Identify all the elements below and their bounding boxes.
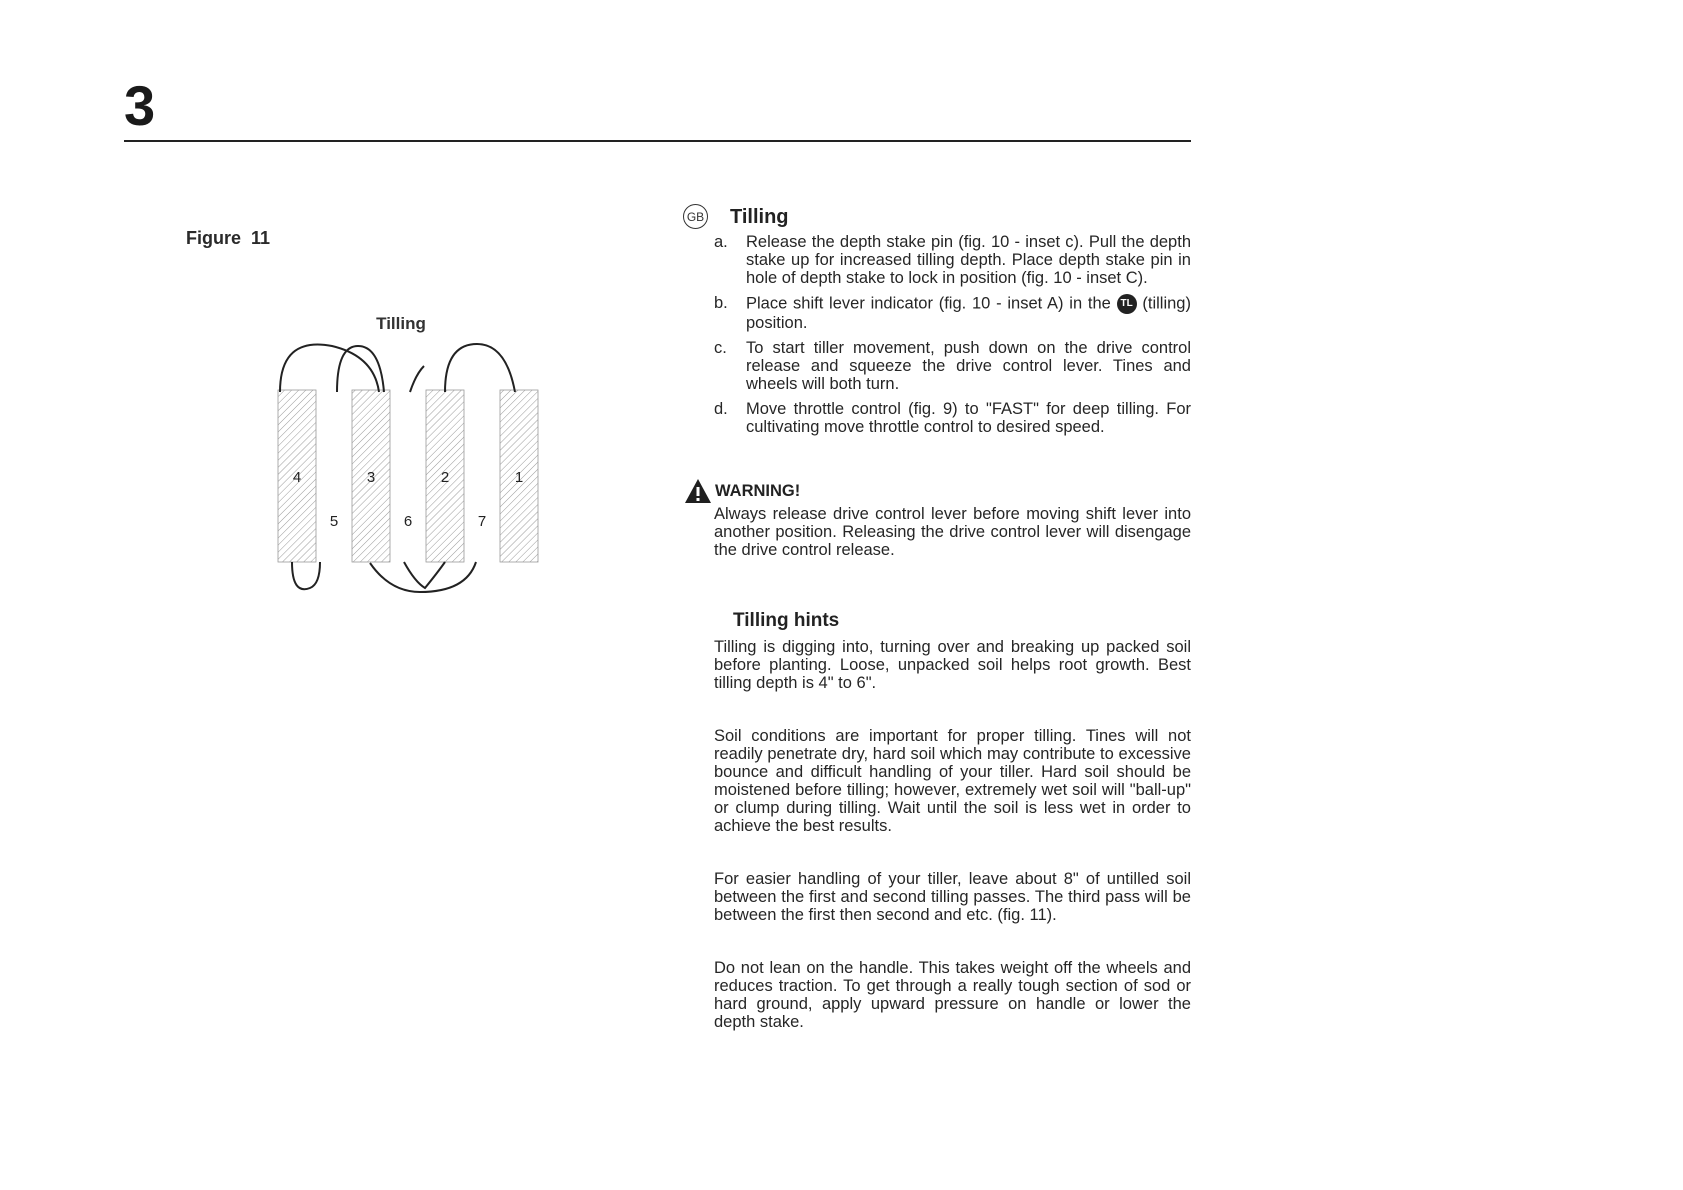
warning-box <box>683 477 1191 559</box>
warning-header <box>683 477 1191 505</box>
hints-paragraph: For easier handling of your tiller, leave about 8" of untilled soil between the first and second tilling passes. The third pass will be between the first then second and etc. (fig. 11). <box>714 870 1191 924</box>
hints-title: Tilling hints <box>733 610 840 631</box>
step-text-part: Place shift lever indicator (fig. 10 - inset A) in the <box>746 294 1111 313</box>
step-text: To start tiller movement, push down on the drive control release and squeeze the drive control lever. Tines and wheels will both turn. <box>746 339 1191 393</box>
step-c <box>714 339 1191 393</box>
hints-paragraph: Soil conditions are important for proper tilling. Tines will not readily penetrate dry, hard soil which may contribute to excessive bounce and difficult handling of your tiller. Hard soil should be moistened before tilling; however, extremely wet soil will "ball-up" or clump during tilling. Wait until the soil is less wet in order to achieve the best results. <box>714 727 1191 835</box>
turn-arc-top-3-to-6 <box>280 344 379 392</box>
warning-title: WARNING! <box>715 481 801 500</box>
tilling-position-icon: TL <box>1117 294 1137 314</box>
tilling-pattern-diagram <box>240 300 570 600</box>
tilling-steps <box>714 233 1191 436</box>
strip-number-4: 4 <box>292 469 302 486</box>
step-letter: a. <box>714 233 728 251</box>
step-a <box>714 233 1191 287</box>
strip-number-3: 3 <box>366 469 376 486</box>
step-letter: d. <box>714 400 728 418</box>
step-text <box>746 294 1191 332</box>
figure-label <box>186 228 270 249</box>
tilling-pattern-svg <box>240 300 570 600</box>
tilling-section <box>683 204 1191 443</box>
step-text: Release the depth stake pin (fig. 10 - inset c). Pull the depth stake up for increased tilling depth. Place depth stake pin in hole of depth stake to lock in position (fig. 10 - inset C). <box>746 233 1191 287</box>
hints-paragraph: Tilling is digging into, turning over and breaking up packed soil before planting. Loose, unpacked soil helps root growth. Best tilling depth is 4" to 6". <box>714 638 1191 692</box>
turn-arc-top-2-to-1 <box>410 366 424 392</box>
tilling-header <box>683 204 1191 229</box>
strip-number-1: 1 <box>514 469 524 486</box>
figure-number: 11 <box>251 228 271 248</box>
section-title: Tilling <box>730 205 789 228</box>
warning-text: Always release drive control lever before moving shift lever into another position. Releasing the drive control lever will disengage the drive control release. <box>714 505 1191 559</box>
language-badge-gb: GB <box>683 204 708 229</box>
chapter-number: 3 <box>124 74 156 137</box>
step-d <box>714 400 1191 436</box>
turn-arc-bottom-4-to-5 <box>292 562 320 589</box>
gap-number-7: 7 <box>477 513 487 530</box>
hints-paragraph: Do not lean on the handle. This takes weight off the wheels and reduces traction. To get through a really tough section of sod or hard ground, apply upward pressure on handle or lower the depth stake. <box>714 959 1191 1031</box>
turn-arc-top-2-to-7 <box>445 344 515 392</box>
step-text: Move throttle control (fig. 9) to "FAST" for deep tilling. For cultivating move throttle control to desired speed. <box>746 400 1191 436</box>
step-text-part: (tilling) position. <box>746 294 1191 332</box>
step-b <box>714 294 1191 332</box>
tilling-hints-section <box>714 610 1191 1031</box>
diagram-title: Tilling <box>376 314 426 333</box>
step-letter: c. <box>714 339 727 357</box>
gap-number-6: 6 <box>403 513 413 530</box>
step-letter: b. <box>714 294 728 312</box>
strip-number-2: 2 <box>440 469 450 486</box>
header-rule <box>124 140 1191 142</box>
warning-triangle-icon <box>683 477 713 505</box>
turn-arc-bottom-6-to-2 <box>404 562 445 588</box>
figure-label-text: Figure <box>186 228 242 248</box>
gap-number-5: 5 <box>329 513 339 530</box>
